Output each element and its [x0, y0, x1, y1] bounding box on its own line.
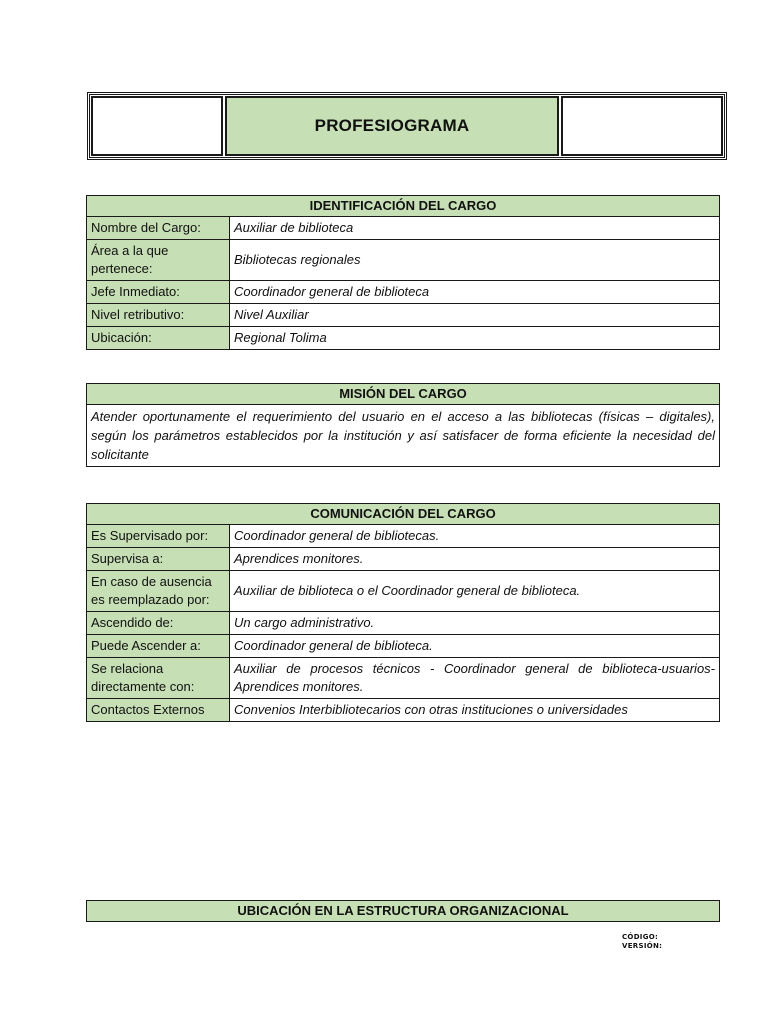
table-row	[87, 571, 720, 612]
page-title: PROFESIOGRAMA	[314, 116, 470, 135]
row-value: Coordinador general de biblioteca	[230, 281, 720, 304]
version-label: VERSIÓN:	[622, 942, 663, 950]
row-label: Supervisa a:	[87, 548, 230, 571]
identificacion-table	[86, 195, 720, 350]
table-row	[87, 327, 720, 350]
table-row	[87, 612, 720, 635]
document-header	[87, 92, 727, 160]
table-row	[87, 525, 720, 548]
row-value: Coordinador general de biblioteca.	[230, 635, 720, 658]
header-code-cell	[561, 96, 723, 156]
row-label: Jefe Inmediato:	[87, 281, 230, 304]
comunicacion-table	[86, 503, 720, 722]
row-value: Un cargo administrativo.	[230, 612, 720, 635]
row-label: Nivel retributivo:	[87, 304, 230, 327]
footer-note	[622, 933, 662, 951]
row-label: Se relaciona directamente con:	[87, 658, 230, 699]
table-row	[87, 405, 720, 467]
mision-heading: MISIÓN DEL CARGO	[87, 384, 720, 405]
mision-table	[86, 383, 720, 467]
row-label: Es Supervisado por:	[87, 525, 230, 548]
header-logo-cell	[91, 96, 223, 156]
row-label: En caso de ausencia es reemplazado por:	[87, 571, 230, 612]
table-row	[87, 635, 720, 658]
table-row	[87, 548, 720, 571]
table-row	[87, 281, 720, 304]
row-label: Contactos Externos	[87, 699, 230, 722]
codigo-label: CÓDIGO:	[622, 933, 659, 941]
row-value: Regional Tolima	[230, 327, 720, 350]
row-value: Nivel Auxiliar	[230, 304, 720, 327]
comunicacion-heading: COMUNICACIÓN DEL CARGO	[87, 504, 720, 525]
identificacion-heading: IDENTIFICACIÓN DEL CARGO	[87, 196, 720, 217]
row-label: Ubicación:	[87, 327, 230, 350]
table-row	[87, 658, 720, 699]
row-value: Coordinador general de bibliotecas.	[230, 525, 720, 548]
row-label: Área a la que pertenece:	[87, 240, 230, 281]
table-row	[87, 240, 720, 281]
row-label: Puede Ascender a:	[87, 635, 230, 658]
table-row	[87, 304, 720, 327]
row-value: Auxiliar de procesos técnicos - Coordinador general de biblioteca-usuarios-Aprendices monitores.	[230, 658, 720, 699]
row-label: Ascendido de:	[87, 612, 230, 635]
row-label: Nombre del Cargo:	[87, 217, 230, 240]
header-title-cell	[225, 96, 559, 156]
row-value: Aprendices monitores.	[230, 548, 720, 571]
row-value: Convenios Interbibliotecarios con otras instituciones o universidades	[230, 699, 720, 722]
estructura-heading: UBICACIÓN EN LA ESTRUCTURA ORGANIZACIONAL	[87, 901, 720, 922]
estructura-table	[86, 900, 720, 922]
table-row	[87, 699, 720, 722]
table-row	[87, 217, 720, 240]
row-value: Auxiliar de biblioteca o el Coordinador general de biblioteca.	[230, 571, 720, 612]
row-value: Auxiliar de biblioteca	[230, 217, 720, 240]
mision-text: Atender oportunamente el requerimiento del usuario en el acceso a las bibliotecas (físicas – digitales), según los parámetros establecidos por la institución y así satisfacer de forma eficiente la necesidad del solicitante	[87, 405, 720, 467]
row-value: Bibliotecas regionales	[230, 240, 720, 281]
